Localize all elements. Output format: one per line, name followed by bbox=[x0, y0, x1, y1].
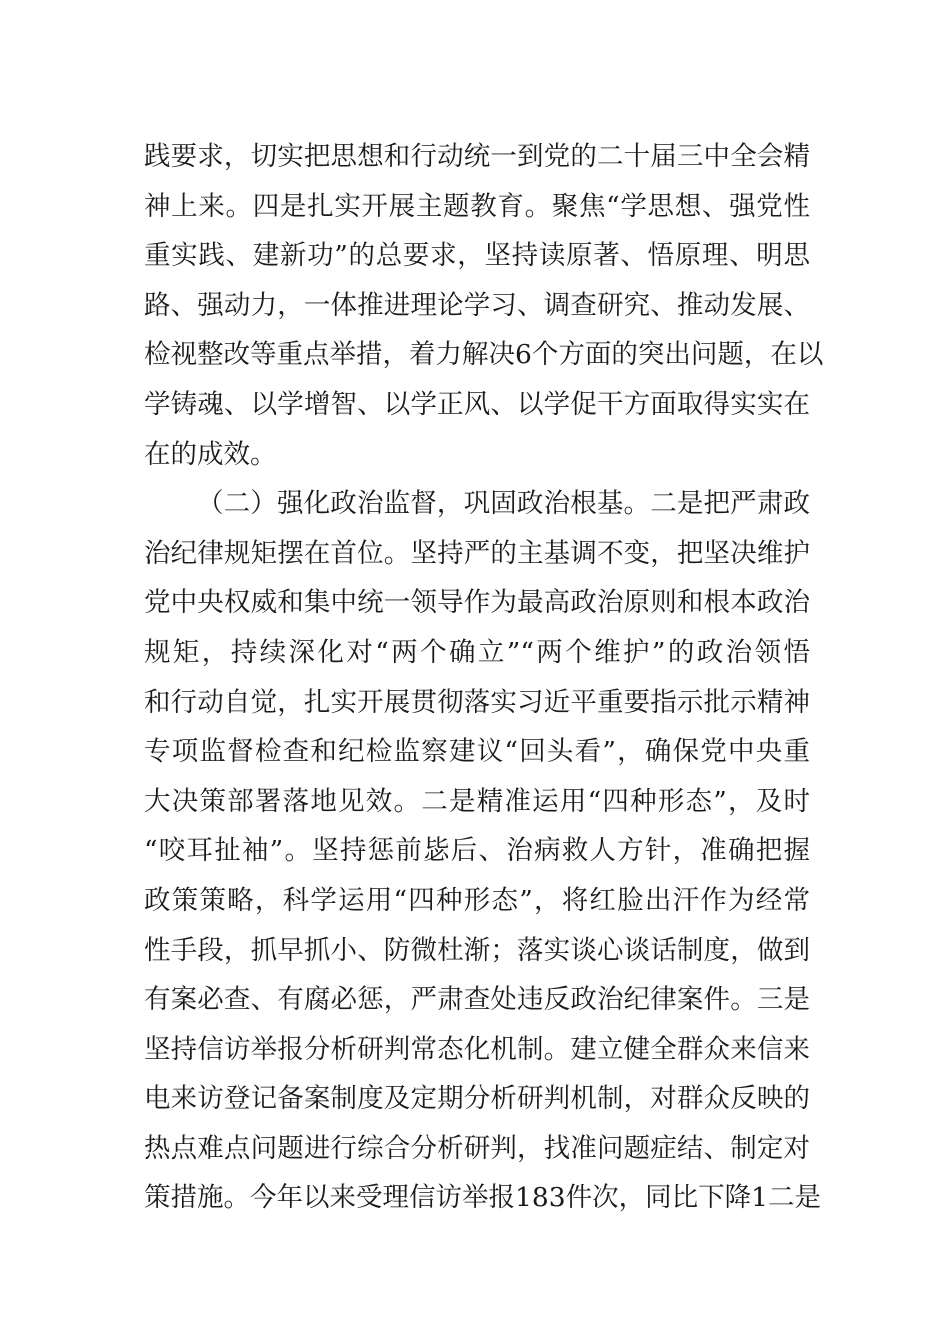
text-line: 践要求，切实把思想和行动统一到党的二十届三中全会精 bbox=[144, 141, 810, 172]
text-line: 坚持信访举报分析研判常态化机制。建立健全群众来信来 bbox=[144, 1033, 810, 1065]
section-heading-line: （二）强化政治监督，巩固政治根基。二是把严肃政 bbox=[197, 488, 810, 520]
text-line: 专项监督检查和纪检监察建议“回头看”，确保党中央重 bbox=[144, 736, 810, 768]
text-line: 政策策略，科学运用“四种形态”，将红脸出汗作为经常 bbox=[144, 884, 810, 916]
text-line: 治纪律规矩摆在首位。坚持严的主基调不变，把坚决维护 bbox=[144, 537, 810, 569]
text-line: 党中央权威和集中统一领导作为最高政治原则和根本政治 bbox=[144, 587, 810, 619]
text-line: 检视整改等重点举措，着力解决6个方面的突出问题，在以 bbox=[144, 339, 824, 371]
text-line: 学铸魂、以学增智、以学正风、以学促干方面取得实实在 bbox=[144, 388, 810, 420]
text-line: 电来访登记备案制度及定期分析研判机制，对群众反映的 bbox=[144, 1083, 810, 1115]
text-line: 性手段，抓早抓小、防微杜渐；落实谈心谈话制度，做到 bbox=[144, 934, 810, 966]
body-text bbox=[144, 132, 824, 1223]
text-line: 和行动自觉，扎实开展贯彻落实习近平重要指示批示精神 bbox=[144, 686, 810, 718]
text-line: 神上来。四是扎实开展主题教育。聚焦“学思想、强党性 bbox=[144, 190, 810, 222]
text-line: 在的成效。 bbox=[144, 438, 277, 470]
text-line: 大决策部署落地见效。二是精准运用“四种形态”，及时 bbox=[144, 785, 810, 817]
text-line: “咬耳扯袖”。坚持惩前毖后、治病救人方针，准确把握 bbox=[144, 835, 810, 867]
text-line: 重实践、建新功”的总要求，坚持读原著、悟原理、明思 bbox=[144, 240, 810, 272]
text-line: 有案必查、有腐必惩，严肃查处违反政治纪律案件。三是 bbox=[144, 984, 810, 1016]
text-line: 策措施。今年以来受理信访举报183件次，同比下降1二是 bbox=[144, 1182, 821, 1214]
text-line: 热点难点问题进行综合分析研判，找准问题症结、制定对 bbox=[144, 1132, 810, 1164]
text-line: 规矩，持续深化对“两个确立”“两个维护”的政治领悟 bbox=[144, 636, 810, 668]
text-line: 路、强动力，一体推进理论学习、调查研究、推动发展、 bbox=[144, 289, 810, 321]
